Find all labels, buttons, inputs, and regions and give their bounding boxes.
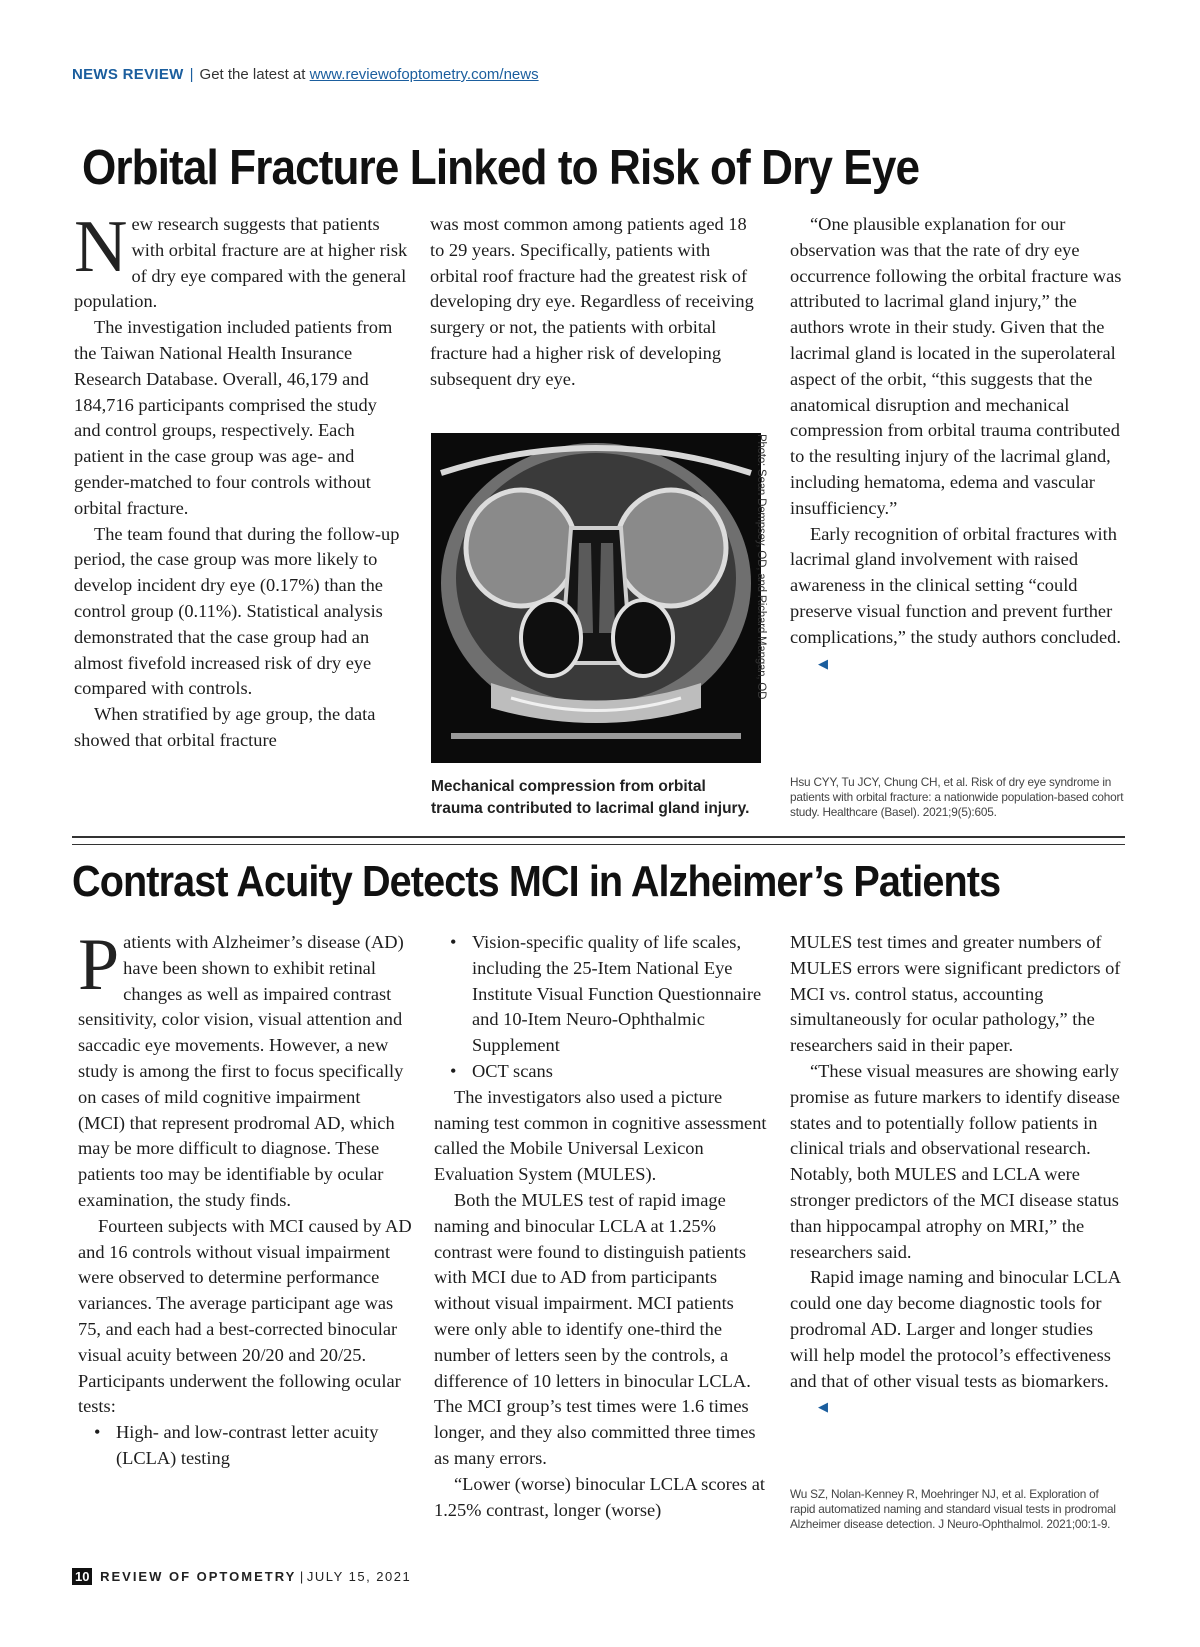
test-list [434, 930, 768, 1085]
article1-paragraph: was most common among patients aged 18 to 29 years. Specifically, patients with orbital roof fracture had the greatest risk of developing dry eye. Regardless of receiving surgery or not, the patients with orbital fracture had a higher risk of developing subsequent dry eye. [430, 214, 754, 389]
article1-paragraph: New research suggests that patients with orbital fracture are at higher risk of dry eye compared with the general population. [74, 206, 408, 312]
header-separator: | [189, 66, 194, 83]
article2-paragraph: The investigators also used a picture naming test common in cognitive assessment called the Mobile Universal Lexicon Evaluation System (MULES). [434, 1086, 767, 1185]
news-link[interactable]: www.reviewofoptometry.com/news [309, 66, 539, 83]
article-title-mci: Contrast Acuity Detects MCI in Alzheimer’s Patients [72, 857, 1001, 906]
article2-paragraph: Both the MULES test of rapid image naming and binocular LCLA at 1.25% contrast were found to distinguish patients with MCI due to AD from participants without visual impairment. MCI patients were only able to identify one-third the number of letters seen by the controls, a difference of 10 letters in binocular LCLA. The MCI group’s test times were 1.6 times longer, and they also committed three times as many errors. [434, 1189, 756, 1468]
figure-caption: Mechanical compression from orbital trauma contributed to lacrimal gland injury. [431, 778, 750, 817]
article2-paragraph: Fourteen subjects with MCI caused by AD and 16 controls without visual impairment were observed to determine performance variances. The average participant age was 75, and each had a best-corrected binocular visual acuity between 20/20 and 20/25. Participants underwent the following ocular tests: [78, 1215, 412, 1417]
orbital-ct-illustration [431, 433, 761, 763]
page-footer [72, 1568, 411, 1585]
list-item: • High- and low-contrast letter acuity (LCLA) testing [94, 1422, 379, 1468]
issue-date: JULY 15, 2021 [306, 1569, 412, 1584]
article2-column-3 [790, 930, 1125, 1420]
drop-cap: P [78, 924, 120, 1006]
list-item: • OCT scans [450, 1060, 553, 1081]
article1-paragraph: “One plausible explanation for our observation was that the rate of dry eye occurrence following the orbital fracture was attributed to lacrimal gland injury,” the authors wrote in their study. Given that the lacrimal gland is located in the superolateral aspect of the orbit, “this suggests that the anatomical disruption and mechanical compression from orbital trauma contributed to the resulting injury of the lacrimal gland, including hematoma, edema and vascular insufficiency.” [790, 214, 1122, 518]
article-divider [72, 836, 1125, 845]
article1-reference: Hsu CYY, Tu JCY, Chung CH, et al. Risk of dry eye syndrome in patients with orbital fracture: a nationwide population-based cohort study. Healthcare (Basel). 2021;9(5):605. [790, 775, 1124, 819]
article1-paragraph: When stratified by age group, the data showed that orbital fracture [74, 704, 376, 750]
publication-name: REVIEW OF OPTOMETRY [100, 1569, 297, 1584]
article1-column-2 [430, 212, 760, 393]
article2-reference: Wu SZ, Nolan-Kenney R, Moehringer NJ, et al. Exploration of rapid automatized naming and standard visual tests in prodromal Alzheimer disease detection. J Neuro-Ophthalmol. 2021;00:1-9. [790, 1487, 1116, 1531]
end-mark-icon: ◀ [818, 1399, 828, 1415]
article1-paragraph: The team found that during the follow-up period, the case group was more likely to develop incident dry eye (0.17%) than the control group (0.11%). Statistical analysis demonstrated that the case group had an almost fivefold increased risk of dry eye compared with controls. [74, 523, 400, 699]
article1-paragraph: Early recognition of orbital fractures with lacrimal gland involvement with raised awareness in the clinical setting “could preserve visual function and prevent further complications,” the study authors concluded.◀ [790, 522, 1125, 677]
end-mark-icon: ◀ [818, 655, 828, 671]
ct-scan-image [431, 433, 761, 763]
article2-paragraph: “These visual measures are showing early promise as future markers to identify disease states and to potentially follow patients in clinical trials and observational research. Notably, both MULES and LCLA were stronger predictors of the MCI disease status than hippocampal atrophy on MRI,” the researchers said. [790, 1060, 1120, 1262]
test-list [78, 1420, 412, 1472]
article2-column-1 [78, 924, 412, 1472]
article2-paragraph: MULES test times and greater numbers of MULES errors were significant predictors of MCI vs. control status, accounting simultaneously for ocular pathology,” the researchers said in their paper. [790, 932, 1121, 1056]
footer-separator: | [299, 1569, 304, 1584]
drop-cap: N [74, 206, 128, 288]
photo-credit: Photo: Sean Dempsey, OD, and Richard Mangan, OD [755, 434, 767, 700]
article2-paragraph: “Lower (worse) binocular LCLA scores at 1.25% contrast, longer (worse) [434, 1473, 765, 1520]
article2-paragraph: Patients with Alzheimer’s disease (AD) have been shown to exhibit retinal changes as well as impaired contrast sensitivity, color vision, visual attention and saccadic eye movements. However, a new study is among the first to focus specifically on cases of mild cognitive impairment (MCI) that represent prodromal AD, which may be more difficult to diagnose. These patients too may be identifiable by ocular examination, the study finds. [78, 924, 404, 1210]
article2-paragraph: Rapid image naming and binocular LCLA could one day become diagnostic tools for prodromal AD. Larger and longer studies will help model the protocol’s effectiveness and that of other visual tests as biomarkers.◀ [790, 1265, 1125, 1420]
article1-paragraph: The investigation included patients from the Taiwan National Health Insurance Research Database. Overall, 46,179 and 184,716 participants comprised the study and control groups, respectively. Each patient in the case group was age- and gender-matched to four controls without orbital fracture. [74, 317, 393, 518]
page-number: 10 [72, 1568, 92, 1585]
article2-column-2 [434, 930, 768, 1523]
article1-column-1 [74, 206, 408, 754]
article1-column-3 [790, 212, 1125, 676]
section-header [72, 66, 539, 83]
list-item: • Vision-specific quality of life scales, including the 25-Item National Eye Institute Visual Function Questionnaire and 10-Item Neuro-Ophthalmic Supplement [450, 932, 762, 1056]
article-title-dry-eye: Orbital Fracture Linked to Risk of Dry Eye [82, 141, 920, 195]
header-prefix: Get the latest at [199, 66, 306, 83]
section-label: NEWS REVIEW [72, 66, 184, 83]
